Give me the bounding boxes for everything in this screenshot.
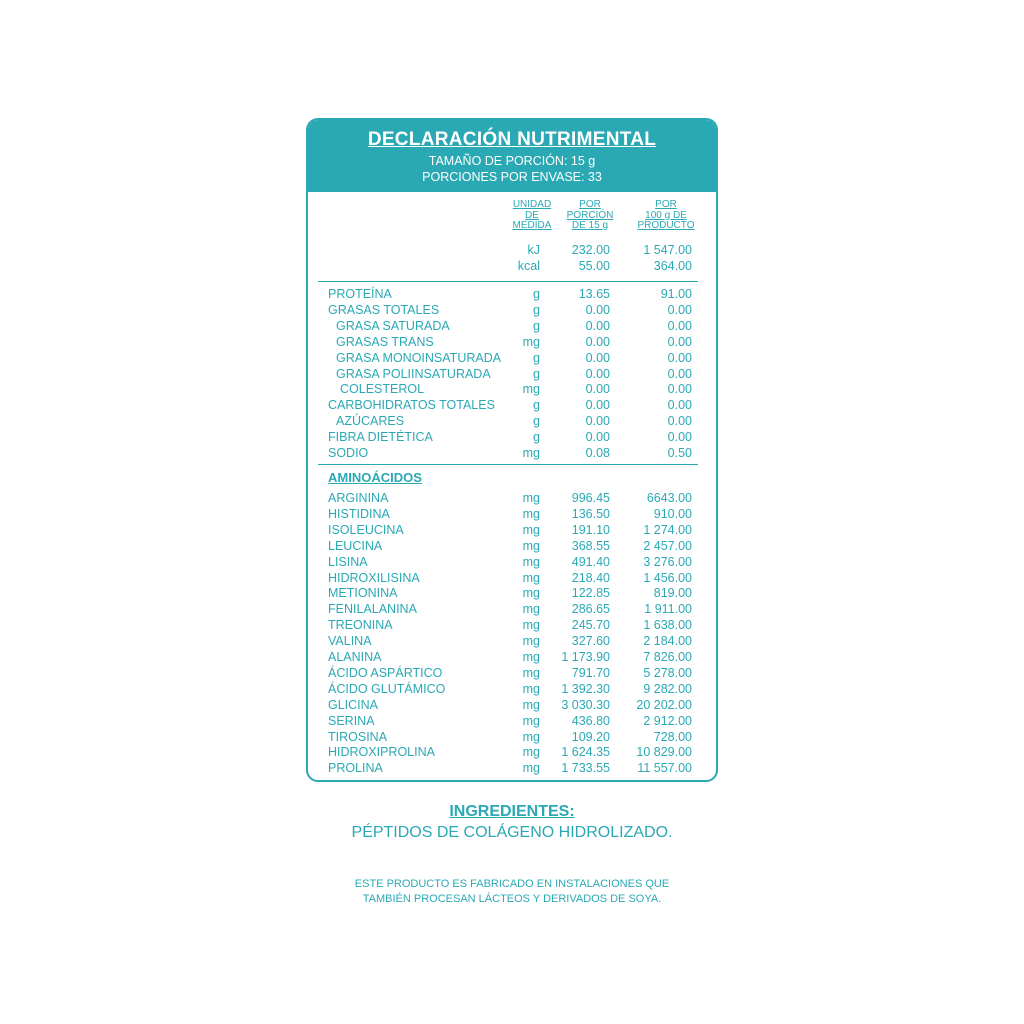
unit-cell: mg xyxy=(522,745,540,760)
unit-cell: g xyxy=(533,366,540,381)
nutrient-name: GRASAS TOTALES xyxy=(328,302,440,317)
per-portion-cell: 3 030.30 xyxy=(561,697,610,712)
nutrient-name: AZÚCARES xyxy=(336,414,405,429)
column-header-line: 100 g DE xyxy=(645,209,687,221)
per-100g-cell: 2 457.00 xyxy=(643,538,692,553)
amino-acid-row xyxy=(308,539,716,555)
unit-cell: g xyxy=(533,287,540,301)
nutrient-name: GLICINA xyxy=(328,697,379,712)
nutrient-name: GRASA MONOINSATURADA xyxy=(336,350,502,365)
per-portion-cell: 1 392.30 xyxy=(561,681,610,696)
nutrient-name: ISOLEUCINA xyxy=(328,522,404,537)
unit-cell: mg xyxy=(522,570,540,585)
per-portion-cell: 0.00 xyxy=(585,350,610,365)
column-header-line: DE xyxy=(525,209,539,221)
per-100g-cell: 1 911.00 xyxy=(644,602,692,617)
unit-cell: mg xyxy=(522,634,540,649)
per-100g-cell: 10 829.00 xyxy=(636,745,692,760)
per-portion-cell: 232.00 xyxy=(571,243,610,257)
amino-acid-row xyxy=(308,682,716,698)
nutrient-row xyxy=(308,398,716,414)
servings-per-container: PORCIONES POR ENVASE: 33 xyxy=(422,170,602,184)
nutrient-name: GRASA SATURADA xyxy=(336,318,450,333)
per-100g-cell: 0.00 xyxy=(667,366,692,381)
column-header-line: MEDIDA xyxy=(512,220,552,231)
column-header-line: PORCIÓN xyxy=(566,209,614,221)
nutrient-name: LISINA xyxy=(328,554,368,569)
divider xyxy=(318,464,698,465)
per-100g-cell: 0.00 xyxy=(667,350,692,365)
ingredients-text: PÉPTIDOS DE COLÁGENO HIDROLIZADO. xyxy=(351,824,673,841)
amino-acid-row xyxy=(308,714,716,730)
unit-cell: g xyxy=(533,350,540,365)
per-100g-cell: 11 557.00 xyxy=(637,761,692,776)
unit-cell: mg xyxy=(522,506,540,521)
ingredients-title: INGREDIENTES: xyxy=(449,803,575,820)
unit-cell: g xyxy=(533,318,540,333)
unit-cell: mg xyxy=(522,729,540,744)
nutrient-row xyxy=(308,287,716,303)
nutrient-row xyxy=(308,303,716,319)
allergen-note-line-1: ESTE PRODUCTO ES FABRICADO EN INSTALACIONES QUE xyxy=(354,878,670,890)
nutrient-name: LEUCINA xyxy=(328,538,383,553)
amino-acids-heading: AMINOÁCIDOS xyxy=(328,470,422,485)
nutrient-name: ÁCIDO ASPÁRTICO xyxy=(328,665,443,680)
unit-cell: mg xyxy=(522,761,540,776)
per-100g-cell: 0.00 xyxy=(667,414,692,429)
per-portion-cell: 122.85 xyxy=(571,586,610,601)
nutrient-name: METIONINA xyxy=(328,586,398,601)
nutrient-name: TREONINA xyxy=(328,618,393,633)
nutrient-name: COLESTEROL xyxy=(340,382,425,397)
per-100g-cell: 0.00 xyxy=(667,318,692,333)
per-portion-cell: 791.70 xyxy=(571,665,610,680)
per-portion-cell: 245.70 xyxy=(571,618,610,633)
nutrient-row xyxy=(308,367,716,383)
per-portion-cell: 1 624.35 xyxy=(561,745,610,760)
per-portion-cell: 191.10 xyxy=(571,522,610,537)
unit-cell: g xyxy=(533,398,540,413)
per-portion-cell: 0.00 xyxy=(585,334,610,349)
amino-acid-row xyxy=(308,491,716,507)
label-header xyxy=(308,120,716,192)
nutrient-row xyxy=(308,382,716,398)
column-header-line: POR xyxy=(655,199,677,210)
nutrient-name: HIDROXILISINA xyxy=(328,570,420,585)
amino-acid-row xyxy=(308,761,716,777)
nutrient-name: PROLINA xyxy=(328,761,383,776)
nutrient-name: GRASAS TRANS xyxy=(336,334,434,349)
per-portion-cell: 436.80 xyxy=(571,713,610,728)
per-100g-cell: 0.00 xyxy=(667,334,692,349)
amino-acid-row xyxy=(308,634,716,650)
unit-cell: mg xyxy=(522,586,540,601)
per-100g-cell: 0.00 xyxy=(667,430,692,445)
column-header-unit xyxy=(500,200,564,232)
per-100g-cell: 7 826.00 xyxy=(643,650,692,664)
amino-acid-row xyxy=(308,507,716,523)
amino-acid-row xyxy=(308,650,716,666)
per-100g-cell: 0.00 xyxy=(667,398,692,413)
nutrition-facts-panel xyxy=(306,118,718,782)
per-100g-cell: 6643.00 xyxy=(646,491,692,505)
per-portion-cell: 0.00 xyxy=(585,366,610,381)
per-portion-cell: 1 733.55 xyxy=(561,761,610,776)
per-100g-cell: 910.00 xyxy=(653,506,692,521)
unit-cell: mg xyxy=(522,665,540,680)
nutrient-name: SODIO xyxy=(328,446,369,460)
per-portion-cell: 136.50 xyxy=(571,506,610,521)
unit-cell: mg xyxy=(522,538,540,553)
energy-row xyxy=(308,259,716,275)
per-portion-cell: 0.00 xyxy=(585,302,610,317)
divider xyxy=(318,281,698,282)
unit-cell: mg xyxy=(522,491,540,505)
nutrient-name: CARBOHIDRATOS TOTALES xyxy=(328,398,495,413)
amino-acid-row xyxy=(308,618,716,634)
nutrient-row xyxy=(308,319,716,335)
nutrient-name: ARGININA xyxy=(328,491,389,505)
unit-cell: mg xyxy=(522,618,540,633)
energy-row xyxy=(308,243,716,259)
per-100g-cell: 91.00 xyxy=(660,287,692,301)
column-header-line: PRODUCTO xyxy=(637,220,695,231)
per-portion-cell: 13.65 xyxy=(578,287,610,301)
unit-cell: mg xyxy=(522,334,540,349)
per-portion-cell: 0.00 xyxy=(585,318,610,333)
per-100g-cell: 0.00 xyxy=(667,302,692,317)
column-header-line: DE 15 g xyxy=(571,220,609,231)
per-100g-cell: 819.00 xyxy=(653,586,692,601)
per-100g-cell: 1 638.00 xyxy=(643,618,692,633)
per-100g-cell: 3 276.00 xyxy=(643,554,692,569)
unit-cell: g xyxy=(533,414,540,429)
amino-acid-row xyxy=(308,730,716,746)
per-portion-cell: 0.00 xyxy=(585,398,610,413)
per-100g-cell: 2 912.00 xyxy=(643,713,692,728)
per-portion-cell: 0.00 xyxy=(585,430,610,445)
amino-acid-row xyxy=(308,698,716,714)
per-100g-cell: 2 184.00 xyxy=(643,634,692,649)
nutrient-name: PROTEÍNA xyxy=(328,287,392,301)
column-header-line: POR xyxy=(579,199,601,210)
per-100g-cell: 1 274.00 xyxy=(643,522,692,537)
unit-cell: g xyxy=(533,430,540,445)
unit-cell: kJ xyxy=(527,243,540,257)
per-portion-cell: 996.45 xyxy=(571,491,610,505)
unit-cell: mg xyxy=(522,697,540,712)
nutrient-name: ALANINA xyxy=(328,650,382,664)
per-100g-cell: 9 282.00 xyxy=(643,681,692,696)
nutrient-row xyxy=(308,351,716,367)
per-100g-cell: 20 202.00 xyxy=(636,697,692,712)
per-portion-cell: 0.00 xyxy=(585,414,610,429)
amino-acid-row xyxy=(308,602,716,618)
nutrient-name: HISTIDINA xyxy=(328,506,390,521)
nutrient-row xyxy=(308,430,716,446)
allergen-note-line-2: TAMBIÉN PROCESAN LÁCTEOS Y DERIVADOS DE SOYA. xyxy=(362,893,662,905)
per-100g-cell: 364.00 xyxy=(653,259,692,273)
amino-acid-row xyxy=(308,523,716,539)
per-100g-cell: 0.50 xyxy=(667,446,692,460)
per-100g-cell: 1 456.00 xyxy=(643,570,692,585)
per-100g-cell: 5 278.00 xyxy=(643,665,692,680)
per-100g-cell: 0.00 xyxy=(667,382,692,397)
per-portion-cell: 368.55 xyxy=(571,538,610,553)
unit-cell: mg xyxy=(522,602,540,617)
amino-acid-row xyxy=(308,745,716,761)
nutrient-name: SERINA xyxy=(328,713,375,728)
unit-cell: mg xyxy=(522,713,540,728)
per-100g-cell: 728.00 xyxy=(653,729,692,744)
nutrient-name: GRASA POLIINSATURADA xyxy=(336,366,491,381)
unit-cell: mg xyxy=(522,446,540,460)
nutrient-row xyxy=(308,335,716,351)
nutrient-name: VALINA xyxy=(328,634,372,649)
per-portion-cell: 491.40 xyxy=(571,554,610,569)
nutrient-name: HIDROXIPROLINA xyxy=(328,745,435,760)
nutrient-name: FIBRA DIETÉTICA xyxy=(328,430,433,445)
unit-cell: mg xyxy=(522,681,540,696)
unit-cell: g xyxy=(533,302,540,317)
nutrient-row xyxy=(308,446,716,462)
per-portion-cell: 0.08 xyxy=(585,446,610,460)
per-portion-cell: 1 173.90 xyxy=(561,650,610,664)
per-portion-cell: 55.00 xyxy=(578,259,610,273)
nutrient-name: TIROSINA xyxy=(328,729,388,744)
unit-cell: mg xyxy=(522,522,540,537)
unit-cell: mg xyxy=(522,554,540,569)
amino-acid-row xyxy=(308,571,716,587)
per-portion-cell: 218.40 xyxy=(571,570,610,585)
nutrient-name: FENILALANINA xyxy=(328,602,417,617)
per-portion-cell: 0.00 xyxy=(585,382,610,397)
per-portion-cell: 286.65 xyxy=(571,602,610,617)
column-header-per-portion xyxy=(558,200,622,232)
nutrient-row xyxy=(308,414,716,430)
amino-acid-row xyxy=(308,666,716,682)
per-100g-cell: 1 547.00 xyxy=(643,243,692,257)
per-portion-cell: 327.60 xyxy=(571,634,610,649)
serving-size: TAMAÑO DE PORCIÓN: 15 g xyxy=(428,154,596,168)
column-header-line: UNIDAD xyxy=(512,199,552,210)
unit-cell: kcal xyxy=(517,259,540,273)
unit-cell: mg xyxy=(522,650,540,664)
label-title: DECLARACIÓN NUTRIMENTAL xyxy=(367,129,657,150)
per-portion-cell: 109.20 xyxy=(571,729,610,744)
nutrient-name: ÁCIDO GLUTÁMICO xyxy=(328,681,446,696)
column-header-per-100g xyxy=(634,200,698,232)
unit-cell: mg xyxy=(522,382,540,397)
amino-acid-row xyxy=(308,586,716,602)
amino-acid-row xyxy=(308,555,716,571)
